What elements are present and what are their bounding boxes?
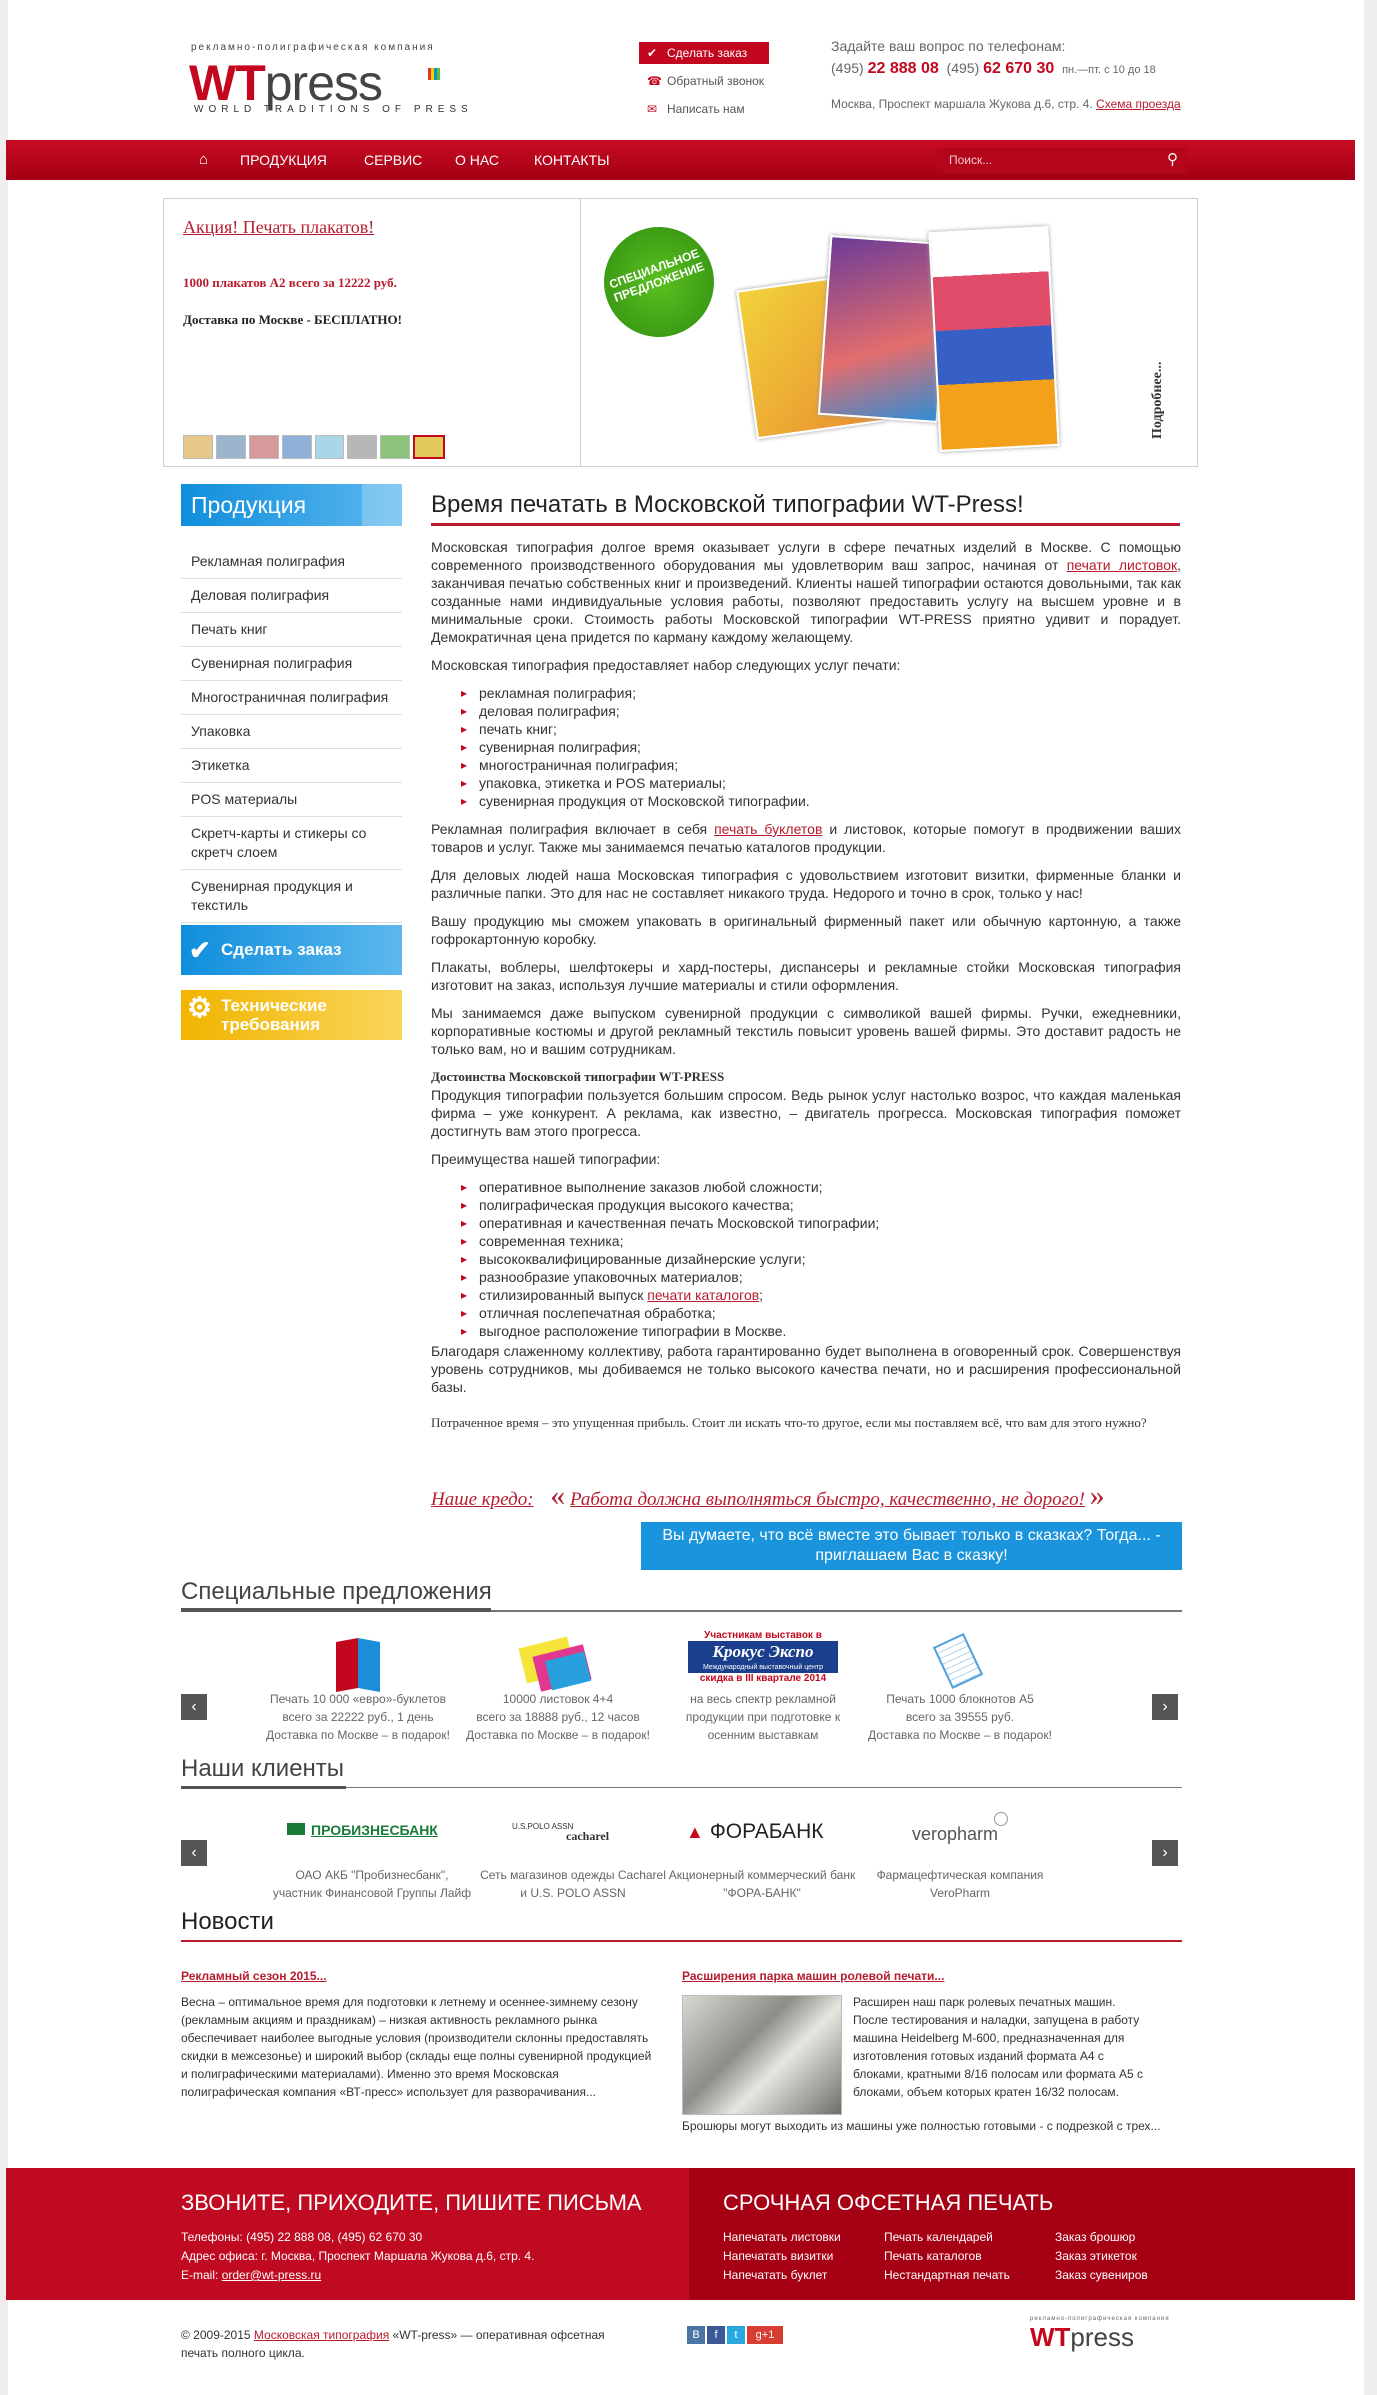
twitter-icon[interactable]: t	[727, 2326, 745, 2344]
sidebar-order-label: Сделать заказ	[221, 940, 342, 959]
forabank-logo: ▲ ФОРАБАНК	[686, 1820, 824, 1843]
credo-line	[431, 1479, 1105, 1513]
krokus-name: Крокус Экспо	[688, 1641, 838, 1663]
sidebar-item-business[interactable]: Деловая полиграфия	[181, 579, 402, 613]
promo-banner[interactable]	[163, 198, 1198, 467]
probusinessbank-logo	[287, 1822, 438, 1838]
copyright-link[interactable]: Московская типография	[253, 2328, 390, 2342]
news-2-text: Расширен наш парк ролевых печатных машин. После тестирования и наладки, запущена в работу машина Heidelberg M-600, предназначенная для изготовления готовых изданий формата А4 с блоками, кратными 8/16 полосам или формата А5 с блоками, объем которых кратен 16/32 полосам.	[853, 1995, 1143, 2099]
list-item: ▸ упаковка, этикетка и POS материалы;	[461, 774, 1181, 792]
list-item: ▸ выгодное расположение типографии в Москве.	[461, 1322, 1181, 1340]
article-p9: Преимущества нашей типографии:	[431, 1151, 661, 1167]
article-p7: Мы занимаемся даже выпуском сувенирной продукции с символикой вашей фирмы. Ручки, ежедневники, корпоративные костюмы и другой рекламный текстиль повысит уровень вашей фирмы. Это доставит радость не только вам, но и вашим сотрудникам.	[431, 1005, 1181, 1057]
footer-logo-tagline: рекламно-полиграфическая компания	[1030, 2316, 1170, 2322]
nav-service[interactable]: СЕРВИС	[364, 152, 423, 168]
sidebar-item-souvenir-textile[interactable]: Сувенирная продукция и текстиль	[181, 870, 402, 923]
list-item: ▸ сувенирная полиграфия;	[461, 738, 1181, 756]
client-1-line-1: ОАО АКБ "Пробизнесбанк",	[295, 1868, 449, 1882]
leaflets-link[interactable]: печати листовок	[1066, 557, 1178, 573]
phone-code-1: (495)	[831, 60, 864, 76]
news-1-title[interactable]: Рекламный сезон 2015...	[181, 1969, 327, 1983]
footer-link-cards[interactable]: Напечатать визитки	[723, 2249, 834, 2263]
banner-line-1: Вы думаете, что всё вместе это бывает только в сказках? Тогда... -	[662, 1527, 1161, 1544]
sidebar-item-pos[interactable]: POS материалы	[181, 783, 402, 817]
footer-link-brochures[interactable]: Заказ брошюр	[1055, 2230, 1136, 2244]
article-p2: Московская типография предоставляет набор следующих услуг печати:	[431, 657, 901, 673]
sidebar-title-tab	[362, 484, 402, 526]
footer-col-2	[884, 2228, 1010, 2285]
p1-text-a: Московская типография долгое время оказывает услуги в сфере печатных изделий в Москве. С помощью современного производственного оборудования мы удовлетворим ваш запрос, начиная от	[431, 539, 1181, 573]
veropharm-logo: veropharm	[912, 1824, 999, 1844]
callback-label: Обратный звонок	[667, 74, 765, 88]
gear-icon: ⚙	[187, 992, 213, 1023]
client-2[interactable]	[458, 1866, 688, 1902]
list-item-text: ;	[759, 1287, 764, 1303]
phone-icon: ☎	[647, 74, 662, 88]
list-item: ▸ печать книг;	[461, 720, 1181, 738]
promo-line-2: Доставка по Москве - БЕСПЛАТНО!	[183, 312, 402, 327]
news-2-text-continued: Брошюры могут выходить из машины уже полностью готовыми - с подрезкой с трех...	[682, 2119, 1161, 2133]
article-p11: Потраченное время – это упущенная прибыль. Стоит ли искать что-то другое, если мы поставляем всё, что вам для этого нужно?	[431, 1415, 1147, 1430]
footer-phones-value[interactable]: (495) 22 888 08, (495) 62 670 30	[246, 2230, 423, 2244]
email-label: E-mail:	[181, 2268, 219, 2282]
offer-1-line-1: Печать 10 000 «евро»-буклетов	[269, 1692, 447, 1706]
footer-logo-wt: WT	[1030, 2322, 1071, 2352]
promo-text-panel	[164, 199, 581, 466]
footer-col-1	[723, 2228, 841, 2285]
advantages-heading: Достоинства Московской типографии WT-PRESS	[431, 1069, 725, 1084]
clients-next-button[interactable]: ›	[1152, 1840, 1178, 1866]
offer-1-line-3: Доставка по Москве – в подарок!	[266, 1728, 450, 1742]
credo-label: Наше кредо:	[431, 1489, 534, 1510]
thumb-8-active[interactable]	[413, 435, 445, 459]
offer-2-line-1: 10000 листовок 4+4	[502, 1692, 614, 1706]
nav-about[interactable]: О НАС	[455, 152, 500, 168]
facebook-icon[interactable]: f	[707, 2326, 725, 2344]
logo-subtitle: WORLD TRADITIONS OF PRESS	[194, 104, 473, 115]
list-item: ▸ высококвалифицированные дизайнерские услуги;	[461, 1250, 1181, 1268]
footer-col-3	[1055, 2228, 1148, 2285]
banner-line-2: приглашаем Вас в сказку!	[815, 1547, 1008, 1564]
client-4-line-1: Фармацефтическая компания	[876, 1868, 1044, 1882]
logo-tagline: рекламно-полиграфическая компания	[191, 42, 435, 53]
tech-requirements-label: Технические требования	[221, 996, 327, 1034]
sidebar-item-multipage[interactable]: Многостраничная полиграфия	[181, 681, 402, 715]
article-p8: Продукция типографии пользуется большим спросом. Ведь рынок услуг настолько возрос, что каждая маленькая фирма – уже конкурент. А реклама, как известно, – двигатель прогресса. Московская типография поможет достигнуть вам этого прогресса.	[431, 1087, 1181, 1139]
address: Москва, Проспект маршала Жукова д.6, стр. 4.	[831, 97, 1093, 111]
footer-link-labels[interactable]: Заказ этикеток	[1055, 2249, 1137, 2263]
check-icon: ✔	[647, 46, 658, 60]
list-item	[461, 1286, 1181, 1304]
nav-products[interactable]: ПРОДУКЦИЯ	[240, 152, 327, 168]
article-p6: Плакаты, воблеры, шелфтокеры и хард-постеры, диспансеры и рекламные стойки Московская типография изготовит на заказ, используя лучшие материалы и стили оформления.	[431, 959, 1181, 993]
write-us-link[interactable]	[639, 98, 779, 120]
phone-1[interactable]: 22 888 08	[867, 60, 939, 77]
list-item: ▸ разнообразие упаковочных материалов;	[461, 1268, 1181, 1286]
offers-title: Специальные предложения	[181, 1578, 492, 1605]
quote-close-icon: »	[1089, 1479, 1105, 1512]
order-button-label: Сделать заказ	[667, 46, 748, 60]
uspolo-logo: U.S.POLO ASSN	[512, 1822, 574, 1831]
notepad-icon	[935, 1632, 983, 1690]
offer-3-line-2: продукции при подготовке к	[685, 1710, 841, 1724]
offer-4-line-2: всего за 39555 руб.	[905, 1710, 1015, 1724]
list-item-text: стилизированный выпуск	[479, 1287, 648, 1303]
p3-text-a: Рекламная полиграфия включает в себя	[431, 821, 715, 837]
list-item: ▸ многостраничная полиграфия;	[461, 756, 1181, 774]
clients-title: Наши клиенты	[181, 1755, 345, 1782]
cacharel-logo: cacharel	[566, 1829, 610, 1843]
sidebar-order-button[interactable]	[181, 925, 402, 975]
article-p5: Вашу продукцию мы сможем упаковать в оригинальный фирменный пакет или обычную картонную, а также гофрокартонную коробку.	[431, 913, 1181, 947]
list-item: ▸ отличная послепечатная обработка;	[461, 1304, 1181, 1322]
sidebar-item-scratch[interactable]: Скретч-карты и стикеры со скретч слоем	[181, 817, 402, 870]
logo[interactable]	[189, 55, 382, 111]
special-offer-badge	[589, 212, 730, 353]
fairy-tale-banner[interactable]	[641, 1522, 1182, 1570]
phone-question: Задайте ваш вопрос по телефонам:	[831, 38, 1066, 54]
promo-thumbnails	[183, 435, 445, 459]
offer-2-line-3: Доставка по Москве – в подарок!	[466, 1728, 650, 1742]
footer-left-title: ЗВОНИТЕ, ПРИХОДИТЕ, ПИШИТЕ ПИСЬМА	[181, 2190, 642, 2215]
footer-link-catalogs[interactable]: Печать каталогов	[884, 2249, 982, 2263]
client-3-line-2: "ФОРА-БАНК"	[723, 1886, 801, 1900]
clients-prev-button[interactable]: ‹	[181, 1840, 207, 1866]
news-title: Новости	[181, 1908, 274, 1935]
nav-contacts[interactable]: КОНТАКТЫ	[534, 152, 610, 168]
sidebar-title	[181, 484, 402, 526]
offers-line-accent	[181, 1608, 491, 1612]
news-2-title[interactable]: Расширения парка машин ролевой печати...	[682, 1969, 945, 1983]
probusinessbank-logo-text: ПРОБИЗНЕСБАНК	[311, 1822, 438, 1838]
list-item: ▸ оперативное выполнение заказов любой сложности;	[461, 1178, 1181, 1196]
news-line	[181, 1940, 1182, 1942]
client-4[interactable]	[860, 1866, 1060, 1902]
promo-line-1: 1000 плакатов А2 всего за 12222 руб.	[183, 275, 397, 290]
booklets-link[interactable]: печать буклетов	[714, 821, 823, 837]
krokus-bottom: скидка в III квартале 2014	[699, 1673, 827, 1684]
list-item: ▸ современная техника;	[461, 1232, 1181, 1250]
offer-1-line-2: всего за 22222 руб., 1 день	[282, 1710, 434, 1724]
google-plus-icon[interactable]: g+1	[747, 2326, 783, 2344]
client-3-line-1: Акционерный коммерческий банк	[668, 1868, 856, 1882]
thumb-4[interactable]	[282, 435, 312, 459]
list-item: ▸ оперативная и качественная печать Московской типографии;	[461, 1214, 1181, 1232]
sidebar-item-souvenir-print[interactable]: Сувенирная полиграфия	[181, 647, 402, 681]
veropharm-logo-circle	[994, 1812, 1008, 1826]
vk-icon[interactable]: В	[687, 2326, 705, 2344]
search-placeholder: Поиск...	[949, 153, 993, 167]
forabank-logo-text: ФОРАБАНК	[709, 1820, 824, 1843]
services-list	[461, 684, 1181, 810]
copyright-pre: © 2009-2015	[181, 2328, 254, 2342]
thumb-2[interactable]	[216, 435, 246, 459]
flyer-image-3	[928, 226, 1059, 452]
advantages-list	[461, 1178, 1181, 1340]
work-hours: пн.—пт. с 10 до 18	[1062, 64, 1156, 76]
article-p3	[431, 820, 1181, 856]
offer-3-line-1: на весь спектр рекламной	[690, 1692, 836, 1706]
footer-link-booklet[interactable]: Напечатать буклет	[723, 2268, 828, 2282]
list-item: ▸ рекламная полиграфия;	[461, 684, 1181, 702]
client-2-line-1: Сеть магазинов одежды Cacharel	[480, 1868, 666, 1882]
email-link[interactable]: order@wt-press.ru	[221, 2268, 322, 2282]
phone-code-2: (495)	[946, 60, 980, 76]
sidebar-item-label[interactable]: Этикетка	[181, 749, 402, 783]
callback-link[interactable]	[639, 70, 779, 92]
check-icon: ✔	[189, 935, 211, 965]
tech-requirements-button[interactable]	[181, 990, 402, 1040]
thumb-3[interactable]	[249, 435, 279, 459]
promo-more-link[interactable]: Подробнее...	[1150, 361, 1165, 439]
phone-2[interactable]: 62 670 30	[983, 60, 1055, 77]
thumb-1[interactable]	[183, 435, 213, 459]
p1-text-b: , заканчивая печатью собственных книг и произведений. Клиенты нашей типографии остаются довольными, так как созданные нами индивидуальные условия работы, позволяют предоставить услугу на высшем уровне и в минимальные сроки. Стоимость работы Московской типографии WT-PRESS приятно удивит и порадует. Демократичная цена придется по карману каждому желающему.	[431, 557, 1181, 645]
thumb-7[interactable]	[380, 435, 410, 459]
offer-2-line-2: всего за 18888 руб., 12 часов	[476, 1710, 640, 1724]
thumb-5[interactable]	[315, 435, 345, 459]
article-p1	[431, 538, 1181, 646]
phones-line	[831, 60, 1156, 78]
credo-text: Работа должна выполняться быстро, качественно, не дорого!	[570, 1489, 1085, 1510]
article-p10: Благодаря слаженному коллективу, работа гарантированно будет выполнена в оговоренный срок. Совершенствуя уровень сотрудников, мы добиваемся не только высокого качества печати, но и расширения профессиональной базы.	[431, 1343, 1181, 1395]
sidebar-item-packaging[interactable]: Упаковка	[181, 715, 402, 749]
catalog-print-link[interactable]: печати каталогов	[647, 1287, 760, 1303]
footer-link-calendars[interactable]: Печать календарей	[884, 2230, 993, 2244]
footer-link-leaflets[interactable]: Напечатать листовки	[723, 2230, 841, 2244]
page-title: Время печатать в Московской типографии WT-Press!	[431, 491, 1024, 518]
sidebar-title-text: Продукция	[191, 492, 307, 518]
footer-right-title: СРОЧНАЯ ОФСЕТНАЯ ПЕЧАТЬ	[723, 2190, 1054, 2215]
title-underline	[431, 523, 1180, 526]
client-1[interactable]	[262, 1866, 482, 1902]
article-p4: Для деловых людей наша Московская типография с удовольствием изготовит визитки, фирменные бланки и различные папки. Это для нас не составляет никакого труда. Недорого и точно в срок, только у нас!	[431, 867, 1181, 901]
footer-link-souvenirs[interactable]: Заказ сувениров	[1055, 2268, 1148, 2282]
mail-icon: ✉	[647, 102, 658, 116]
quote-open-icon: «	[550, 1479, 566, 1512]
footer-link-custom[interactable]: Нестандартная печать	[884, 2268, 1010, 2282]
footer-phones	[181, 2228, 534, 2247]
footer-contacts	[181, 2228, 534, 2285]
list-item: ▸ полиграфическая продукция высокого качества;	[461, 1196, 1181, 1214]
client-2-line-2: и U.S. POLO ASSN	[520, 1886, 626, 1900]
offer-3-line-3: осенним выставкам	[707, 1728, 819, 1742]
offer-2[interactable]	[463, 1690, 653, 1744]
promo-title[interactable]: Акция! Печать плакатов!	[183, 217, 375, 237]
thumb-6[interactable]	[347, 435, 377, 459]
search-input[interactable]	[937, 148, 1186, 173]
leaflets-icon	[518, 1638, 598, 1690]
left-shadow	[0, 0, 8, 2395]
clients-line-accent	[181, 1786, 346, 1789]
client-4-line-2: VeroPharm	[929, 1886, 991, 1900]
logo-press: press	[264, 55, 382, 111]
offer-1[interactable]	[263, 1690, 453, 1744]
krokus-expo-logo	[688, 1630, 838, 1688]
news-2-image[interactable]	[682, 1995, 842, 2115]
offers-prev-button[interactable]: ‹	[181, 1694, 207, 1720]
logo-wt: WT	[189, 55, 265, 111]
map-link[interactable]: Схема проезда	[1096, 97, 1181, 111]
booklet-icon	[330, 1636, 390, 1692]
right-shadow	[1364, 0, 1377, 2395]
sidebar-menu	[181, 545, 402, 923]
offer-4-line-3: Доставка по Москве – в подарок!	[868, 1728, 1052, 1742]
offers-next-button[interactable]: ›	[1152, 1694, 1178, 1720]
footer-address: Адрес офиса: г. Москва, Проспект Маршала Жукова д.6, стр. 4.	[181, 2249, 535, 2263]
client-3[interactable]	[662, 1866, 862, 1902]
footer	[6, 2168, 1355, 2300]
krokus-top: Участникам выставок в	[704, 1630, 822, 1641]
sidebar-item-books[interactable]: Печать книг	[181, 613, 402, 647]
list-item: ▸ сувенирная продукция от Московской типографии.	[461, 792, 1181, 810]
news-1-text: Весна – оптимальное время для подготовки к летнему и осеннее-зимнему сезону (рекламным акциям и праздникам) – низкая активность рекламного рынка обеспечивает наиболее выгодные условия (производители склонны предоставлять скидки в межсезонье) и широкий выбор (склады еще полны сувенирной продукцией и полиграфическими материалами). Именно это время Московская полиграфическая компания «ВТ-пресс» использует для разворачивания...	[181, 1995, 652, 2099]
footer-email	[181, 2266, 534, 2285]
search-icon[interactable]: ⚲	[1167, 151, 1178, 168]
order-button[interactable]	[639, 42, 769, 64]
copyright-post: «WT-press» — оперативная офсетная	[389, 2328, 605, 2342]
offer-4[interactable]	[865, 1690, 1055, 1744]
client-1-line-2: участник Финансовой Группы Лайф	[272, 1886, 472, 1900]
footer-logo[interactable]	[1030, 2323, 1134, 2351]
list-item: ▸ деловая полиграфия;	[461, 702, 1181, 720]
address-line	[831, 97, 1181, 111]
home-icon[interactable]: ⌂	[199, 151, 209, 168]
copyright	[181, 2326, 641, 2362]
phones-label: Телефоны:	[181, 2230, 243, 2244]
offer-4-line-1: Печать 1000 блокнотов А5	[886, 1692, 1034, 1706]
logo-color-squares	[428, 68, 440, 80]
krokus-sub: Международный выставочный центр	[688, 1663, 838, 1673]
offer-3[interactable]	[668, 1690, 858, 1744]
article-body	[431, 538, 1181, 1442]
p3-text-b: и листовок, которые помогут в продвижении ваших товаров и услуг. Также мы занимаемся печатью каталогов продукции.	[431, 821, 1182, 855]
write-us-label: Написать нам	[667, 102, 745, 116]
copyright-line-2: печать полного цикла.	[181, 2346, 305, 2360]
badge-text: СПЕЦИАЛЬНОЕ ПРЕДЛОЖЕНИЕ	[607, 246, 706, 305]
sidebar-item-advertising[interactable]: Рекламная полиграфия	[181, 545, 402, 579]
footer-logo-press: press	[1070, 2322, 1134, 2352]
